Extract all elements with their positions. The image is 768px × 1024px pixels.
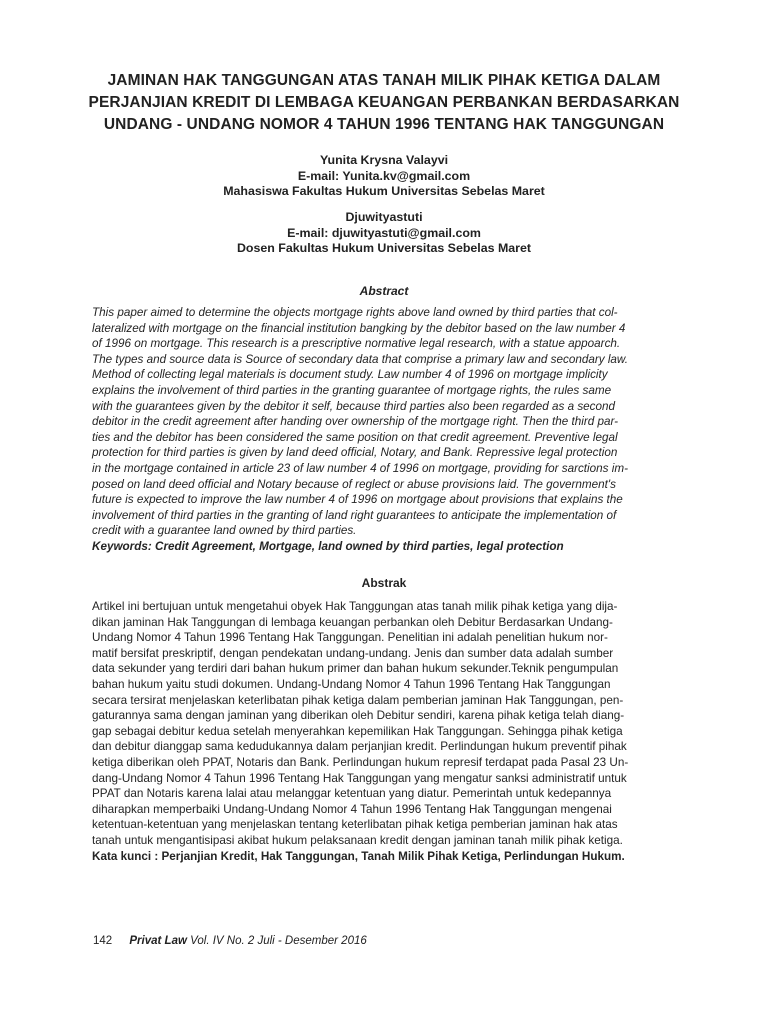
abstract-line: posed on land deed official and Notary because of reglect or abuse provisions laid. The government's [92, 477, 616, 491]
abstrak-line: bahan hukum yaitu studi dokumen. Undang-Undang Nomor 4 Tahun 1996 Tentang Hak Tanggungan [92, 677, 611, 691]
abstract-line: of 1996 on mortgage. This research is a prescriptive normative legal research, with a statue appoarch. [92, 337, 621, 351]
author-affiliation: Mahasiswa Fakultas Hukum Universitas Sebelas Maret [223, 184, 545, 198]
abstrak-line: dikan jaminan Hak Tanggungan di lembaga keuangan perbankan oleh Debitur Berdasarkan Undang- [92, 615, 613, 629]
author-name: Djuwityastuti [345, 210, 423, 224]
abstract-heading: Abstract [359, 284, 409, 298]
abstrak-line: gaturannya sama dengan jaminan yang diberikan oleh Debitur sendiri, karena pihak ketiga telah diang- [92, 709, 625, 723]
page-footer [93, 935, 367, 947]
title-line-3: UNDANG - UNDANG NOMOR 4 TAHUN 1996 TENTANG HAK TANGGUNGAN [103, 116, 665, 133]
page-number: 142 [93, 935, 113, 947]
abstrak-line: Undang Nomor 4 Tahun 1996 Tentang Hak Tanggungan. Penelitian ini adalah penelitian hukum nor- [92, 631, 608, 645]
author-email: E-mail: Yunita.kv@gmail.com [297, 168, 471, 183]
abstrak-body [92, 599, 682, 864]
abstrak-line: tanah untuk mengantisipasi akibat hukum pelaksanaan kredit dengan jaminan tanah milik pihak ketiga. [92, 833, 623, 847]
abstract-line: future is expected to improve the law number 4 of 1996 on mortgage about provisions that explains the [92, 493, 623, 507]
abstract-line: The types and source data is Source of secondary data that comprise a primary law and secondary law. [92, 352, 628, 366]
abstrak-line: diharapkan memperbaiki Undang-Undang Nomor 4 Tahun 1996 Tentang Hak Tanggungan mengenai [92, 802, 612, 816]
abstrak-line: gap sebagai debitur kedua setelah menyerahkan kepemilikan Hak Tanggungan. Sehingga pihak ketiga [92, 724, 623, 738]
abstract-line: ties and the debitor has been considered the same position on that credit agreement. Preventive legal [92, 430, 618, 444]
title-line-1: JAMINAN HAK TANGGUNGAN ATAS TANAH MILIK PIHAK KETIGA DALAM [107, 72, 661, 89]
abstract-line: This paper aimed to determine the objects mortgage rights above land owned by third parties that col- [92, 306, 618, 319]
abstrak-line: secara tersirat menjelaskan keterlibatan pihak ketiga dalam pemberian jaminan Hak Tanggungan, pen- [92, 693, 624, 707]
abstract-line: involvement of third parties in the granting of land right guarantees to anticipate the implementation of [92, 508, 617, 522]
title-line-2: PERJANJIAN KREDIT DI LEMBAGA KEUANGAN PERBANKAN BERDASARKAN [88, 94, 680, 111]
abstrak-line: dang-Undang Nomor 4 Tahun 1996 Tentang Hak Tanggungan yang mengatur sanksi administratif untuk [92, 771, 627, 785]
abstract-line: debitor in the credit agreement after handing over ownership of the mortgage right. Then the third par- [92, 415, 619, 429]
abstrak-line: ketentuan-ketentuan yang menjelaskan tentang keterlibatan pihak ketiga pemberian jaminan hak atas [92, 818, 618, 832]
abstract-line: lateralized with mortgage on the financial institution bangking by the debitor based on the law number 4 [92, 321, 626, 335]
abstract-keywords: Keywords: Credit Agreement, Mortgage, land owned by third parties, legal protection [92, 539, 564, 553]
abstract-line: explains the involvement of third parties in the granting guarantee of mortgage rights, the rules same [92, 383, 612, 397]
abstrak-line: dan debitur dianggap sama kedudukannya dalam perjanjian kredit. Perlindungan hukum preventif pihak [92, 740, 627, 754]
article-title [60, 70, 708, 136]
author-block-1 [84, 153, 684, 200]
abstrak-keywords: Kata kunci : Perjanjian Kredit, Hak Tanggungan, Tanah Milik Pihak Ketiga, Perlindungan Hukum. [92, 849, 625, 863]
abstrak-line: ketiga diberikan oleh PPAT, Notaris dan Bank. Perlindungan hukum represif terdapat pada Pasal 23 Un- [92, 755, 629, 769]
abstract-line: in the mortgage contained in article 23 of law number 4 of 1996 on mortgage, providing for sarctions im- [92, 461, 628, 475]
abstrak-line: PPAT dan Notaris karena lalai atau melanggar ketentuan yang diatur. Pemerintah untuk kedepannya [92, 787, 612, 801]
journal-name: Privat Law [129, 935, 187, 947]
author-name: Yunita Krysna Valayvi [319, 153, 449, 167]
abstrak-heading: Abstrak [361, 576, 407, 590]
abstract-body [92, 305, 682, 555]
abstract-line: with the guarantees given by the debitor it self, because third parties also been regarded as a second [92, 399, 616, 413]
abstract-line: Method of collecting legal materials is document study. Law number 4 of 1996 on mortgage implicity [92, 368, 608, 382]
abstract-line: credit with a guarantee land owned by third parties. [92, 524, 357, 538]
author-block-2 [84, 210, 684, 257]
journal-issue: Vol. IV No. 2 Juli - Desember 2016 [190, 935, 367, 947]
abstrak-line: data sekunder yang terdiri dari bahan hukum primer dan bahan hukum sekunder.Teknik pengumpulan [92, 662, 619, 676]
author-email: E-mail: djuwityastuti@gmail.com [287, 225, 481, 240]
author-affiliation: Dosen Fakultas Hukum Universitas Sebelas Maret [236, 241, 532, 255]
abstract-line: protection for third parties is given by land deed official, Notary, and Bank. Repressive legal protection [92, 446, 618, 460]
abstrak-line: Artikel ini bertujuan untuk mengetahui obyek Hak Tanggungan atas tanah milik pihak ketiga yang dija- [92, 600, 618, 613]
abstrak-line: matif bersifat preskriptif, dengan pendekatan undang-undang. Jenis dan sumber data adalah sumber [92, 646, 614, 660]
